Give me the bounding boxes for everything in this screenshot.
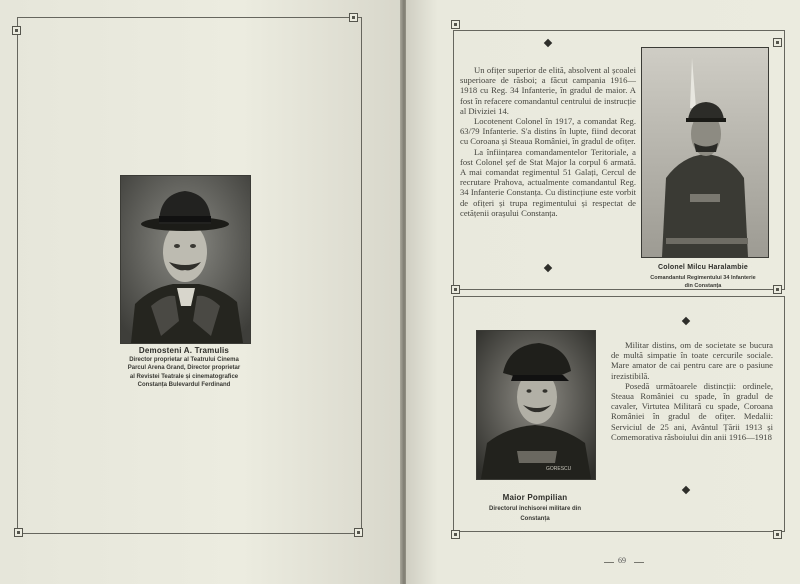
paragraph: La înființarea comandamentelor Teritoriale, a fost Colonel șef de Stat Major la corpul 6 armată. A mai comandat regimentul 51 Galați, Cercul de recrutare Prahova, actualmente comandantul Reg. 34 Infanterie Constanța. Cu distincțiune este vorbit de ofițeri și trupa regimentului și respectat de cetățenii orașului Constanța. — [460, 146, 636, 218]
page-number: 69 — [618, 556, 626, 565]
frame-corner-ornament — [354, 528, 363, 537]
portrait-description — [456, 504, 614, 524]
paragraph: Militar distins, om de societate se bucura de multă simpatie în toate cercurile sociale. Mare amator de cai pentru care are o pasiune irezistibilă. — [611, 340, 773, 381]
paragraph: Locotenent Colonel în 1917, a comandat Reg. 63/79 Infanterie. S'a distins în lupte, fiind decorat cu Coroana și Steaua României, în gradul de ofițer. — [460, 116, 636, 147]
frame-corner-ornament — [451, 530, 460, 539]
frame-corner-ornament — [12, 26, 21, 35]
frame-corner-ornament — [773, 38, 782, 47]
page-number-dash — [604, 562, 614, 563]
portrait-tramulis — [120, 175, 251, 344]
desc-line: Parcul Arena Grand, Director proprietar — [127, 365, 241, 372]
photo-signature: GORESCU — [546, 466, 572, 472]
desc-line: Directorul închisorei militare din — [488, 506, 582, 512]
desc-line: Constanța — [520, 516, 550, 522]
paragraph: Posedă următoarele distincții: ordinele, Steaua României cu spade, în gradul de cavaler, Virtutea Militară cu spade, Coroana României în gradul de ofițer. Medalii: Serviciul de 25 ani, Avântul Țării 1913 și Comemorativa răsboiului din anii 1916—1918 — [611, 380, 773, 442]
desc-line: din Constanța — [684, 283, 722, 290]
bottom-article-text — [611, 340, 773, 442]
page-number-dash — [634, 562, 644, 563]
frame-corner-ornament — [349, 13, 358, 22]
desc-line: Comandantul Regimentului 34 Infanterie — [650, 275, 756, 281]
frame-corner-ornament — [451, 285, 460, 294]
right-page — [406, 0, 800, 584]
frame-corner-ornament — [773, 530, 782, 539]
desc-line: Director proprietar al Teatrului Cinema — [129, 357, 239, 363]
portrait-description — [94, 356, 274, 389]
portrait-description — [628, 274, 778, 291]
desc-line: Constanța Bulevardul Ferdinand — [137, 381, 231, 388]
portrait-pompilian — [476, 330, 596, 480]
paragraph: Un ofițer superior de elită, absolvent al școalei superioare de răsboi; a făcut campania 1916—1918 cu Reg. 34 Infanterie, în gradul de maior. A fost în refacere comandantul centrului de instrucție al Diviziei 14. — [460, 65, 636, 116]
portrait-name: Maior Pompilian — [502, 493, 568, 502]
portrait-name: Colonel Milcu Haralambie — [658, 264, 748, 271]
frame-corner-ornament — [14, 528, 23, 537]
portrait-haralambie — [641, 47, 769, 258]
top-article-text — [460, 65, 636, 218]
portrait-name: Demosteni A. Tramulis — [138, 346, 230, 355]
desc-line: al Revistei Teatrale și cinematografice — [129, 373, 239, 380]
frame-corner-ornament — [451, 20, 460, 29]
